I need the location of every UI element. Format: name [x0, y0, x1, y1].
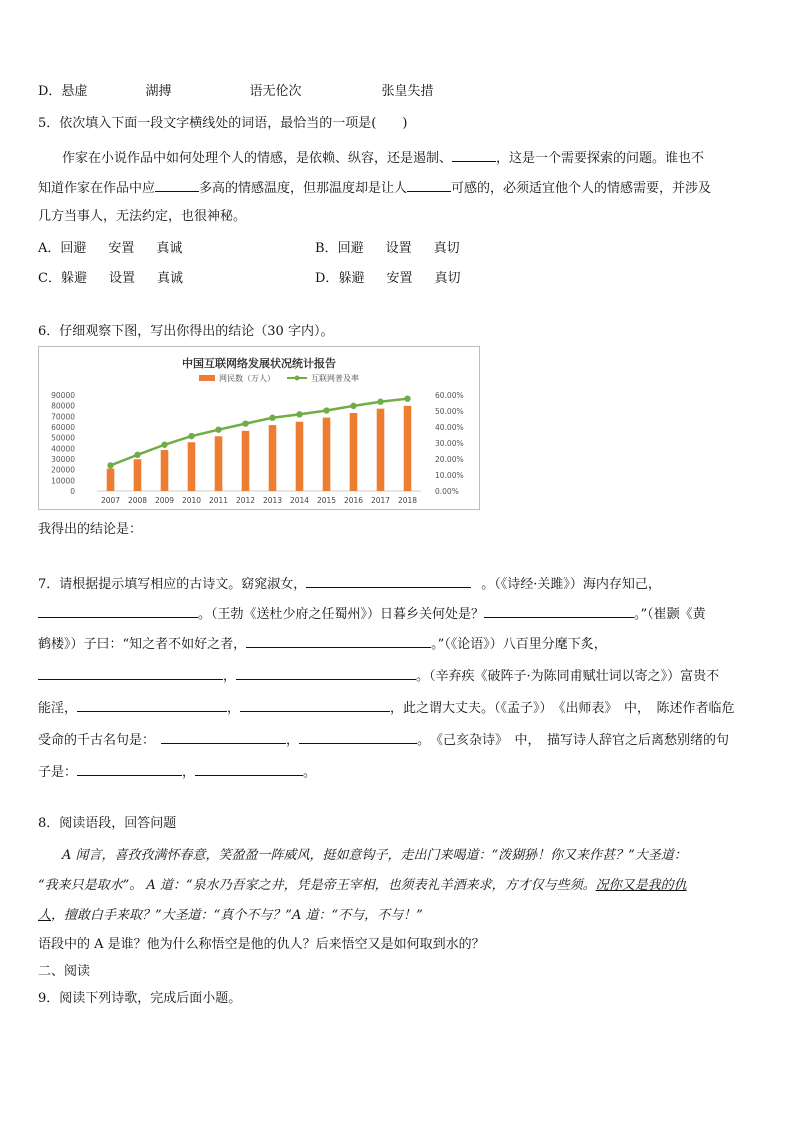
option-label: B．: [315, 241, 338, 256]
option-word: 设置: [108, 271, 135, 286]
legend-label-line: 互联网普及率: [311, 374, 359, 383]
answer-blank[interactable]: [452, 147, 496, 162]
x-tick-label: 2015: [316, 496, 337, 505]
bar-2011: [215, 436, 223, 491]
q5-text: 作家在小说作品中如何处理个人的情感，是依赖、纵容，还是遏制、: [62, 151, 453, 166]
y-right-tick-label: 60.00%: [435, 391, 464, 400]
option-label: D．: [38, 84, 62, 99]
option-word: 安置: [386, 271, 413, 286]
q6-answer-label: 我得出的结论是：: [38, 522, 143, 537]
x-tick-label: 2008: [127, 496, 148, 505]
y-left-tick-label: 90000: [51, 391, 75, 400]
q7-line-5: [38, 697, 735, 719]
option-word: 设置: [385, 241, 412, 256]
point-2009: [161, 442, 167, 448]
q7-text: 鹤楼》）子曰：“知之者不如好之者，: [38, 637, 247, 652]
option-label: D．: [315, 271, 339, 286]
point-2017: [377, 399, 383, 405]
chart-canvas: [39, 347, 479, 509]
legend-swatch-bar: [199, 375, 215, 381]
q5-option-b: [315, 239, 460, 259]
answer-blank[interactable]: [407, 177, 451, 192]
q7-line-2: [38, 603, 706, 625]
q8-passage-line-3: [38, 906, 423, 926]
answer-blank[interactable]: [155, 177, 199, 192]
q7-text: ，: [286, 733, 300, 748]
option-label: C．: [38, 271, 61, 286]
bar-2014: [296, 422, 304, 491]
penetration-rate-line: [111, 399, 408, 466]
q7-line-6: [38, 729, 729, 751]
option-word: 躲避: [60, 271, 87, 286]
answer-blank[interactable]: [484, 603, 634, 618]
q7-text: ，此之谓大丈夫。（《孟子》） 《出师表》 中， 陈述作者临危: [390, 701, 735, 716]
x-tick-label: 2012: [235, 496, 256, 505]
q6-stem: 6．仔细观察下图，写出你得出的结论（30 字内）。: [38, 324, 334, 339]
point-2018: [404, 395, 410, 401]
q5-text: 可感的，必须适宜他个人的情感需要，并涉及: [451, 181, 712, 196]
option-word: 湖搏: [145, 84, 172, 99]
bar-2007: [107, 469, 115, 491]
y-right-tick-label: 20.00%: [435, 455, 464, 464]
q5-paragraph-line-2: [38, 177, 711, 199]
bar-2008: [134, 459, 142, 491]
bar-2017: [377, 409, 385, 491]
q5-option-c: [38, 269, 183, 289]
legend-marker-line: [295, 376, 300, 381]
bar-2013: [269, 425, 277, 491]
point-2008: [134, 452, 140, 458]
point-2013: [269, 415, 275, 421]
option-word: 回避: [60, 241, 87, 256]
point-2016: [350, 403, 356, 409]
q8-text: “我来只是取水”。 A 道：“泉水乃吾家之井，凭是帝王宰相，也须表礼羊酒来求，方才仅与些须。: [38, 878, 596, 893]
y-right-tick-label: 30.00%: [435, 439, 464, 448]
q7-text: 。”（崔颢《黄: [634, 607, 706, 622]
option-word: 真切: [434, 271, 461, 286]
answer-blank[interactable]: [77, 697, 227, 712]
y-left-tick-label: 50000: [51, 433, 75, 443]
option-word: 真诚: [156, 271, 183, 286]
q4-option-d: [38, 82, 434, 102]
answer-blank[interactable]: [77, 761, 182, 776]
q8-passage-line-1: A 闻言，喜孜孜满怀春意，笑盈盈一阵威风，挺如意钩子，走出门来喝道：“泼猢狲！你又来作甚？”大圣道：: [62, 848, 687, 863]
option-word: 真切: [433, 241, 460, 256]
point-2014: [296, 411, 302, 417]
bar-2018: [404, 406, 412, 491]
x-tick-label: 2014: [289, 496, 310, 505]
q7-text: 能淫，: [38, 701, 78, 716]
bar-2009: [161, 450, 169, 491]
answer-blank[interactable]: [306, 573, 471, 588]
option-word: 语无伦次: [249, 84, 302, 99]
q8-underlined-text: 人: [38, 908, 52, 923]
q7-line-3: [38, 633, 607, 655]
x-tick-label: 2009: [154, 496, 175, 505]
q5-text: ，这是一个需要探索的问题。谁也不: [496, 151, 705, 166]
option-word: 回避: [337, 241, 364, 256]
q8-question: 语段中的 A 是谁？他为什么称悟空是他的仇人？后来悟空又是如何取到水的？: [38, 937, 485, 952]
q7-text: ，: [182, 765, 196, 780]
option-word: 躲避: [338, 271, 365, 286]
q7-text: 。（王勃《送杜少府之任蜀州》）日暮乡关何处是？: [198, 607, 485, 622]
q7-text: 7．请根据提示填写相应的古诗文。窈窕淑女，: [38, 577, 307, 592]
q5-text: 多高的情感温度，但那温度却是让人: [199, 181, 408, 196]
option-word: 真诚: [156, 241, 183, 256]
q9-stem: 9．阅读下列诗歌，完成后面小题。: [38, 991, 242, 1006]
q7-text: 子是：: [38, 765, 78, 780]
q7-line-7: [38, 761, 316, 783]
y-left-tick-label: 70000: [51, 412, 75, 422]
q7-line-1: [38, 573, 661, 595]
option-label: A．: [38, 241, 61, 256]
answer-blank[interactable]: [195, 761, 303, 776]
y-left-tick-label: 20000: [51, 465, 75, 475]
point-2010: [188, 433, 194, 439]
x-tick-label: 2007: [100, 496, 121, 505]
x-tick-label: 2011: [208, 496, 229, 505]
y-right-tick-label: 10.00%: [435, 471, 464, 480]
q8-underlined-text: 况你又是我的仇: [595, 878, 687, 893]
q7-text: ，: [223, 669, 237, 684]
x-tick-label: 2018: [397, 496, 418, 505]
q7-line-4: [38, 665, 719, 687]
x-tick-label: 2017: [370, 496, 391, 505]
legend-label-bar: 网民数（万人）: [219, 374, 275, 383]
q7-text: ，: [227, 701, 241, 716]
q7-text: 。: [303, 765, 317, 780]
option-word: 安置: [108, 241, 135, 256]
answer-blank[interactable]: [38, 603, 198, 618]
section-heading: 二、阅读: [38, 964, 91, 979]
chart-title: 中国互联网络发展状况统计报告: [182, 357, 336, 370]
point-2011: [215, 427, 221, 433]
q5-text: 知道作家在作品中应: [38, 181, 156, 196]
y-left-tick-label: 60000: [51, 423, 75, 432]
q5-stem: 5．依次填入下面一段文字横线处的词语，最恰当的一项是( ): [38, 116, 408, 131]
q5-paragraph-line-3: 几方当事人，无法约定，也很神秘。: [38, 209, 247, 224]
answer-blank[interactable]: [38, 665, 223, 680]
y-left-tick-label: 30000: [51, 455, 75, 464]
bar-2016: [350, 413, 358, 491]
y-left-tick-label: 0: [70, 487, 75, 496]
option-word: 悬虚: [61, 84, 88, 99]
answer-blank[interactable]: [240, 697, 390, 712]
answer-blank[interactable]: [246, 633, 431, 648]
option-word: 张皇失措: [381, 84, 434, 99]
y-right-tick-label: 0.00%: [435, 487, 459, 496]
x-tick-label: 2016: [343, 496, 364, 505]
x-tick-label: 2010: [181, 496, 202, 505]
q5-option-a: [38, 239, 182, 259]
y-left-tick-label: 10000: [51, 476, 75, 486]
y-left-tick-label: 80000: [51, 401, 75, 411]
internet-stats-chart: [38, 346, 480, 510]
q8-stem: 8．阅读语段，回答问题: [38, 816, 177, 831]
q7-text: 。”（《论语》）八百里分麾下炙，: [431, 637, 607, 652]
bar-2012: [242, 431, 250, 491]
answer-blank[interactable]: [236, 665, 416, 680]
point-2007: [107, 462, 113, 468]
point-2015: [323, 407, 329, 413]
y-left-tick-label: 40000: [51, 444, 75, 454]
q7-text: 受命的千古名句是：: [38, 733, 156, 748]
x-tick-label: 2013: [262, 496, 283, 505]
answer-blank[interactable]: [299, 729, 417, 744]
q7-text: 。（辛弃疾《破阵子·为陈同甫赋壮词以寄之》）富贵不: [416, 669, 720, 684]
bar-2010: [188, 442, 196, 491]
q7-text: 。（《诗经·关雎》）海内存知己，: [481, 577, 661, 592]
bar-2015: [323, 418, 331, 491]
point-2012: [242, 420, 248, 426]
q7-text: 。 《己亥杂诗》 中， 描写诗人辞官之后离愁别绪的句: [417, 733, 730, 748]
q5-paragraph-line-1: [62, 147, 704, 169]
q8-passage-line-2: [38, 876, 687, 896]
answer-blank[interactable]: [161, 729, 286, 744]
q5-option-d: [315, 269, 460, 289]
y-right-tick-label: 50.00%: [435, 407, 464, 416]
q8-text: ，擅敢白手来取？”大圣道：“真个不与？”A 道：“不与，不与！”: [51, 908, 423, 923]
y-right-tick-label: 40.00%: [435, 423, 464, 432]
